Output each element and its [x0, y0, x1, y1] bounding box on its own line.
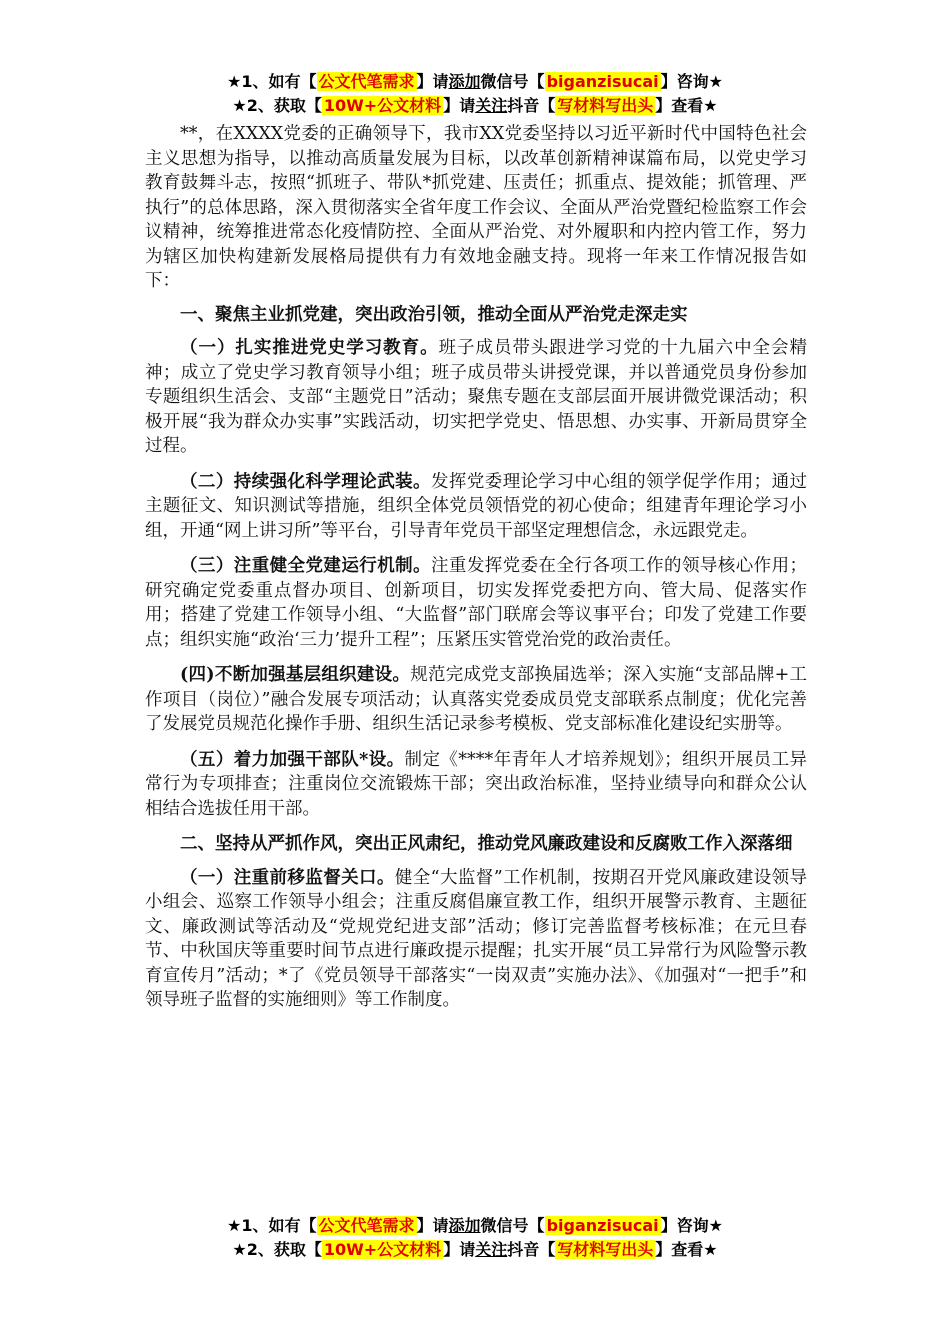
highlight-materials: 10W+公文材料: [323, 96, 442, 115]
highlight-wechat-id: biganzisucai: [546, 1216, 659, 1235]
section-1-item-2: （二）持续强化科学理论武装。发挥党委理论学习中心组的领学促学作用；通过主题征文、知识测试等措施，组织全体党员领悟党的初心使命；组建青年理论学习小组，开通“网上讲习所”等平台，引导青年党员干部坚定理想信念，永远跟党走。: [145, 471, 808, 541]
section-2-item-1: （一）注重前移监督关口。健全“大监督”工作机制，按期召开党风廉政建设领导小组会、巡察工作领导小组会；注重反腐倡廉宣教工作，组织开展警示教育、主题征文、廉政测试等活动及“党规党纪进支部”活动；修订完善监督考核标准；在元旦春节、中秋国庆等重要时间节点进行廉政提示提醒；扎实开展“员工异常行为风险警示教育宣传月”活动；*了《党员领导干部落实“一岗双责”实施办法》、《加强对“一把手”和领导班子监督的实施细则》等工作制度。: [145, 867, 807, 1010]
highlight-douyin-id: 写材料写出头: [557, 96, 654, 115]
highlight-materials: 10W+公文材料: [323, 1240, 442, 1259]
promo-line-1: ★1、如有【 公文代笔需求 】请添加微信号【 biganzisucai 】咨询★: [227, 1216, 723, 1235]
section-1-item-1: （一）扎实推进党史学习教育。班子成员带头跟进学习党的十九届六中全会精神；成立了党史学习教育领导小组；班子成员带头讲授党课，并以普通党员身份参加专题组织生活会、支部“主题党日”活动；聚焦专题在支部层面开展讲微党课活动；积极开展“我为群众办实事”实践活动，切实把学党史、悟思想、办实事、开新局贯穿全过程。: [145, 338, 808, 456]
promo-line-1: ★1、如有【 公文代笔需求 】请添加微信号【 biganzisucai 】咨询★: [227, 72, 723, 91]
highlight-service: 公文代笔需求: [318, 1216, 415, 1235]
promo-line-2: ★2、获取【 10W+公文材料 】请关注抖音【 写材料写出头 】查看★: [232, 96, 718, 115]
intro-paragraph: **，在XXXX党委的正确领导下，我市XX党委坚持以习近平新时代中国特色社会主义思想为指导，以推动高质量发展为目标，以改革创新精神谋篇布局，以党史学习教育鼓舞斗志，按照“抓班子、带队*抓党建、压责任；抓重点、提效能；抓管理、严执行”的总体思路，深入贯彻落实全省年度工作会议、全面从严治党暨纪检监察工作会议精神，统筹推进常态化疫情防控、全面从严治党、对外履职和内控内管工作，努力为辖区加快构建新发展格局提供有力有效地金融支持。现将一年来工作情况报告如下：: [145, 124, 807, 291]
promo-line-2: ★2、获取【 10W+公文材料 】请关注抖音【 写材料写出头 】查看★: [232, 1240, 718, 1259]
section-1-item-5: （五）着力加强干部队*设。制定《****年青年人才培养规划》；组织开展员工异常行为专项排查；注重岗位交流锻炼干部；突出政治标准，坚持业绩导向和群众公认相结合选拔任用干部。: [145, 749, 808, 819]
document-body: [145, 122, 807, 1024]
highlight-wechat-id: biganzisucai: [546, 72, 659, 91]
highlight-service: 公文代笔需求: [318, 72, 415, 91]
section-1-item-4: (四)不断加强基层组织建设。规范完成党支部换届选举；深入实施“支部品牌+工作项目（岗位）”融合发展专项活动；认真落实党委成员党支部联系点制度；优化完善了发展党员规范化操作手册、组织生活记录参考模板、党支部标准化建设纪实册等。: [145, 665, 807, 734]
section-2-title: 二、坚持从严抓作风，突出正风肃纪，推动党风廉政建设和反腐败工作入深落细: [180, 834, 793, 854]
section-1-item-3: （三）注重健全党建运行机制。注重发挥党委在全行各项工作的领导核心作用；研究确定党委重点督办项目、创新项目，切实发挥党委把方向、管大局、促落实作用；搭建了党建工作领导小组、“大监督”部门联席会等议事平台；印发了党建工作要点；组织实施“政治‘三力’提升工程”；压紧压实管党治党的政治责任。: [145, 556, 808, 650]
section-1-title: 一、聚焦主业抓党建，突出政治引领，推动全面从严治党走深走实: [180, 304, 688, 325]
promo-banner-bottom: [0, 1214, 950, 1262]
highlight-douyin-id: 写材料写出头: [557, 1240, 654, 1259]
promo-banner-top: [0, 70, 950, 118]
